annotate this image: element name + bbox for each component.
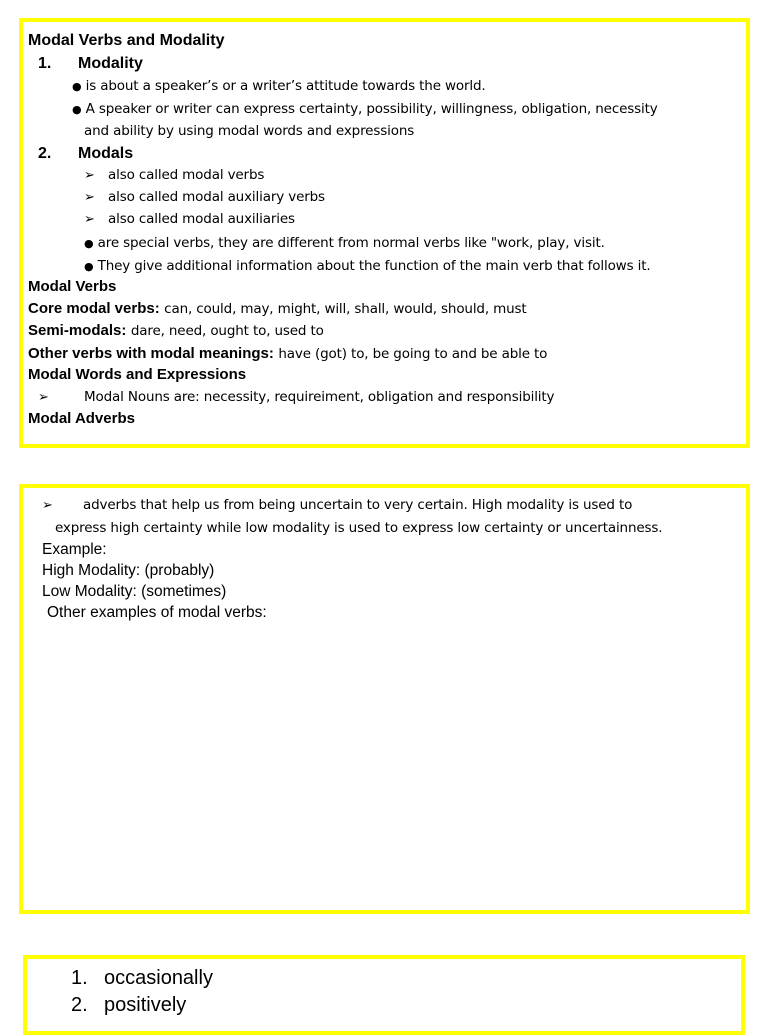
list-item bbox=[72, 78, 486, 94]
modal-adverbs-heading: Modal Adverbs bbox=[28, 410, 135, 427]
section-number: 2. bbox=[38, 145, 52, 162]
example-label: Example: bbox=[42, 541, 107, 558]
section-title: Modality bbox=[78, 55, 143, 72]
list-item-text: are special verbs, they are different from normal verbs like "work, play, visit. bbox=[97, 235, 605, 251]
list-item bbox=[38, 389, 554, 405]
list-item-text: is about a speaker’s or a writer’s attitude towards the world. bbox=[85, 78, 486, 94]
other-verbs-line bbox=[28, 345, 547, 363]
arrow-bullet-icon: ➢ bbox=[84, 212, 95, 227]
bullet-icon: ● bbox=[84, 260, 94, 273]
list-item bbox=[84, 258, 650, 274]
semi-label: Semi-modals: bbox=[28, 322, 127, 339]
other-label: Other verbs with modal meanings: bbox=[28, 345, 274, 362]
low-modality-example: Low Modality: (sometimes) bbox=[42, 583, 227, 600]
arrow-bullet-icon: ➢ bbox=[42, 498, 53, 513]
list-item-text: They give additional information about the function of the main verb that follows it. bbox=[97, 258, 651, 274]
other-examples-label: Other examples of modal verbs: bbox=[47, 604, 267, 621]
list-number: 2. bbox=[71, 994, 88, 1016]
bullet-icon: ● bbox=[84, 237, 94, 250]
arrow-bullet-icon: ➢ bbox=[38, 390, 49, 405]
list-item bbox=[84, 167, 264, 183]
list-item-continuation: express high certainty while low modality is used to express low certainty or uncertainness. bbox=[55, 520, 663, 536]
section-number: 1. bbox=[38, 55, 52, 72]
list-item bbox=[71, 994, 186, 1017]
list-item-text: positively bbox=[104, 994, 187, 1016]
list-item-text: occasionally bbox=[104, 967, 213, 989]
arrow-bullet-icon: ➢ bbox=[84, 190, 95, 205]
section-modality-heading bbox=[38, 55, 143, 73]
semi-modals-line bbox=[28, 322, 324, 340]
list-item-text: Modal Nouns are: necessity, requireiment, obligation and responsibility bbox=[84, 389, 555, 405]
list-item bbox=[84, 235, 605, 251]
slide-box-2 bbox=[19, 484, 750, 914]
page-title: Modal Verbs and Modality bbox=[28, 32, 225, 49]
modal-verbs-heading: Modal Verbs bbox=[28, 278, 117, 295]
modal-words-heading: Modal Words and Expressions bbox=[28, 366, 247, 383]
bullet-icon: ● bbox=[72, 80, 82, 93]
bullet-icon: ● bbox=[72, 103, 82, 116]
list-item-text: also called modal verbs bbox=[108, 167, 265, 183]
list-item-text: adverbs that help us from being uncertain to very certain. High modality is used to bbox=[83, 497, 633, 513]
core-text: can, could, may, might, will, shall, would, should, must bbox=[164, 301, 527, 317]
list-item-text: A speaker or writer can express certainty, possibility, willingness, obligation, necessity bbox=[85, 101, 658, 117]
list-item bbox=[84, 189, 325, 205]
core-label: Core modal verbs: bbox=[28, 300, 160, 317]
list-item bbox=[71, 967, 213, 990]
semi-text: dare, need, ought to, used to bbox=[130, 323, 324, 339]
arrow-bullet-icon: ➢ bbox=[84, 168, 95, 183]
core-modal-verbs-line bbox=[28, 300, 527, 318]
list-item-continuation: and ability by using modal words and expressions bbox=[84, 123, 415, 139]
section-title: Modals bbox=[78, 145, 134, 162]
high-modality-example: High Modality: (probably) bbox=[42, 562, 215, 579]
list-item-text: also called modal auxiliary verbs bbox=[108, 189, 325, 205]
list-item-text: also called modal auxiliaries bbox=[108, 211, 295, 227]
section-modals-heading bbox=[38, 145, 133, 163]
list-item bbox=[42, 497, 632, 513]
list-number: 1. bbox=[71, 967, 88, 989]
list-item bbox=[84, 211, 295, 227]
other-text: have (got) to, be going to and be able to bbox=[278, 346, 548, 362]
list-item bbox=[72, 101, 658, 117]
